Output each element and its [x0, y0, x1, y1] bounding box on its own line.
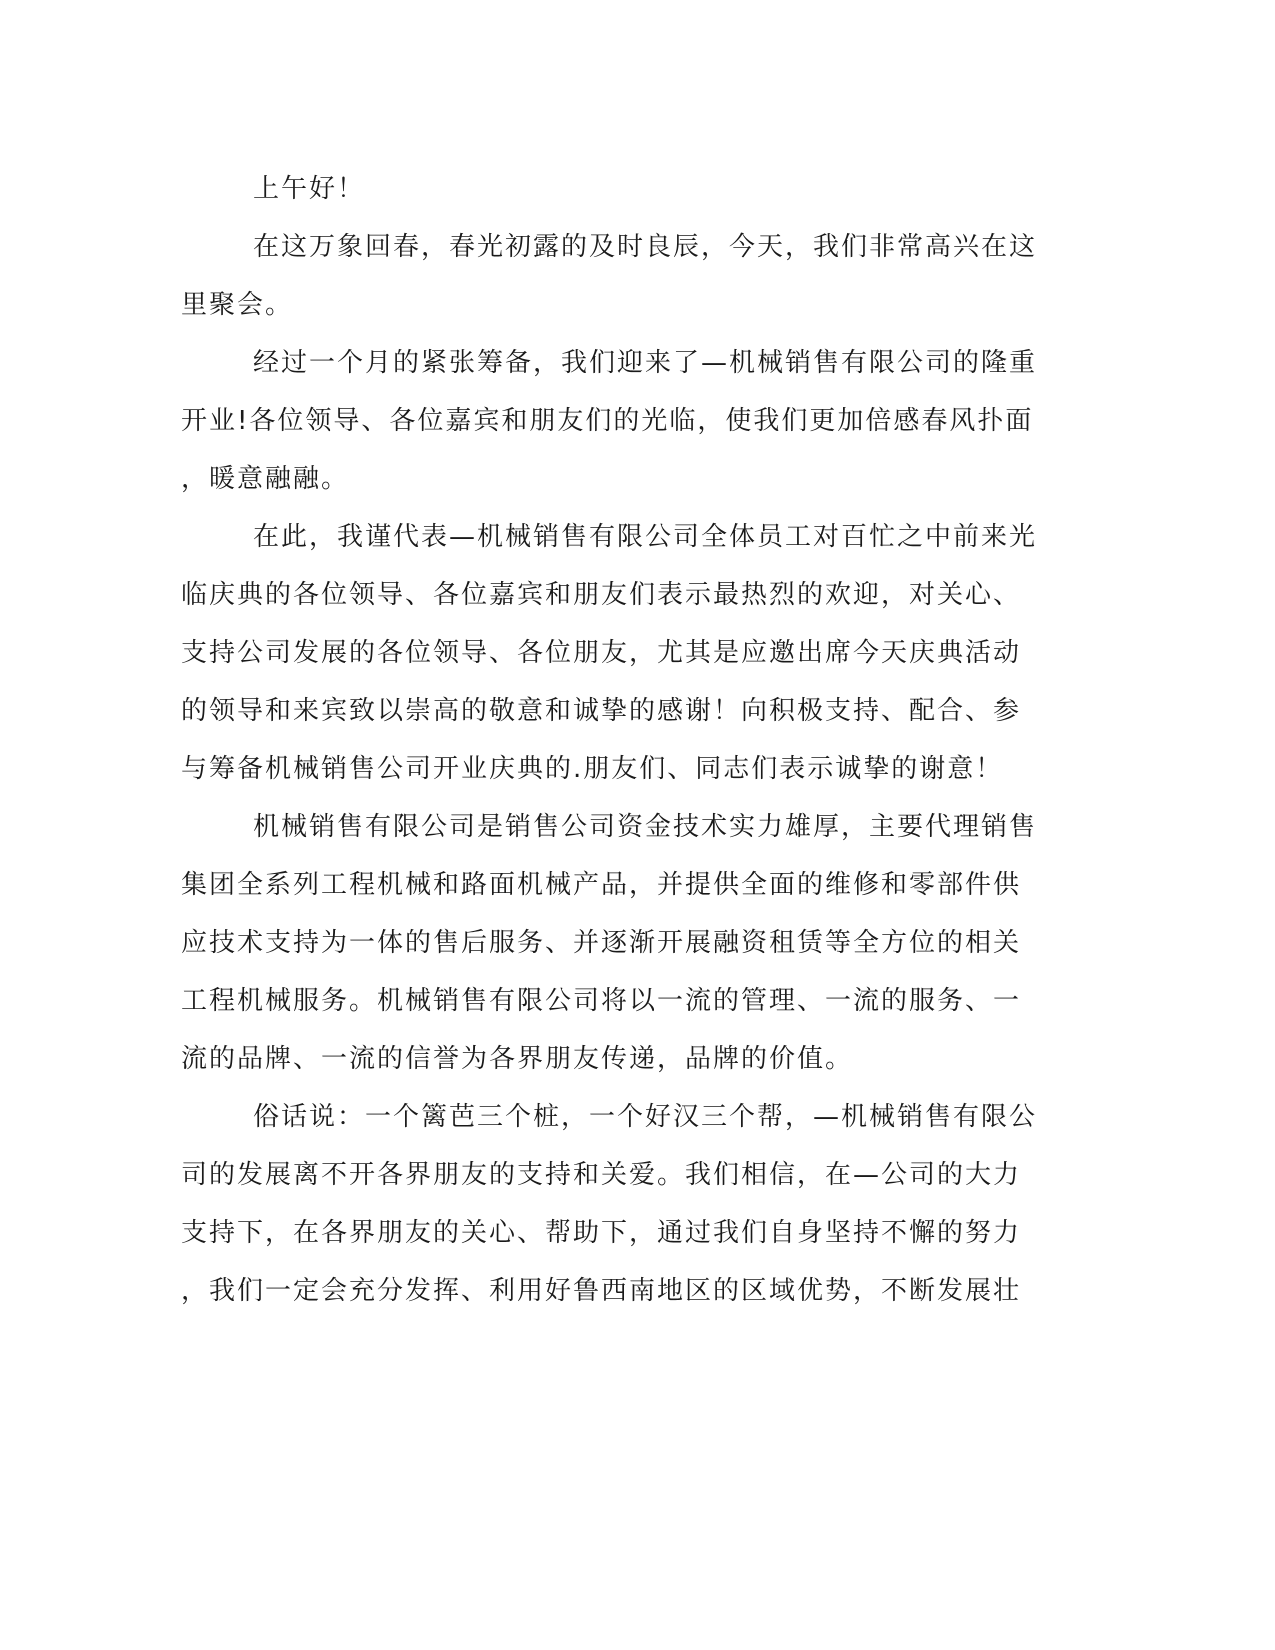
- paragraph-5-line-1: 俗话说：一个篱芭三个桩，一个好汉三个帮，—机械销售有限公: [253, 1102, 1038, 1132]
- paragraph-5-line-3: 支持下，在各界朋友的关心、帮助下，通过我们自身坚持不懈的努力: [181, 1218, 1022, 1248]
- greeting-line: 上午好！: [253, 174, 366, 204]
- paragraph-3-line-2: 临庆典的各位领导、各位嘉宾和朋友们表示最热烈的欢迎，对关心、: [181, 580, 1022, 610]
- paragraph-5-line-2: 司的发展离不开各界朋友的支持和关爱。我们相信，在—公司的大力: [181, 1160, 1022, 1190]
- paragraph-2-line-1: 经过一个月的紧张筹备，我们迎来了—机械销售有限公司的隆重: [253, 348, 1038, 378]
- paragraph-4-line-2: 集团全系列工程机械和路面机械产品，并提供全面的维修和零部件供: [181, 870, 1022, 900]
- paragraph-2-line-3: ，暖意融融。: [181, 464, 350, 494]
- paragraph-3-line-5: 与筹备机械销售公司开业庆典的.朋友们、同志们表示诚挚的谢意！: [181, 754, 1004, 784]
- paragraph-5-line-4: ，我们一定会充分发挥、利用好鲁西南地区的区域优势，不断发展壮: [181, 1276, 1022, 1306]
- paragraph-4-line-5: 流的品牌、一流的信誉为各界朋友传递，品牌的价值。: [181, 1044, 854, 1074]
- paragraph-3-line-3: 支持公司发展的各位领导、各位朋友，尤其是应邀出席今天庆典活动: [181, 638, 1022, 668]
- paragraph-4-line-4: 工程机械服务。机械销售有限公司将以一流的管理、一流的服务、一: [181, 986, 1022, 1016]
- paragraph-2-line-2: 开业!各位领导、各位嘉宾和朋友们的光临，使我们更加倍感春风扑面: [181, 406, 1034, 436]
- paragraph-3-line-1: 在此，我谨代表—机械销售有限公司全体员工对百忙之中前来光: [253, 522, 1038, 552]
- paragraph-4-line-1: 机械销售有限公司是销售公司资金技术实力雄厚，主要代理销售: [253, 812, 1038, 842]
- paragraph-1-line-1: 在这万象回春，春光初露的及时良辰，今天，我们非常高兴在这: [253, 232, 1038, 262]
- paragraph-4-line-3: 应技术支持为一体的售后服务、并逐渐开展融资租赁等全方位的相关: [181, 928, 1022, 958]
- document-body: [181, 160, 1038, 1320]
- paragraph-3-line-4: 的领导和来宾致以崇高的敬意和诚挚的感谢！向积极支持、配合、参: [181, 696, 1022, 726]
- paragraph-1-line-2: 里聚会。: [181, 290, 294, 320]
